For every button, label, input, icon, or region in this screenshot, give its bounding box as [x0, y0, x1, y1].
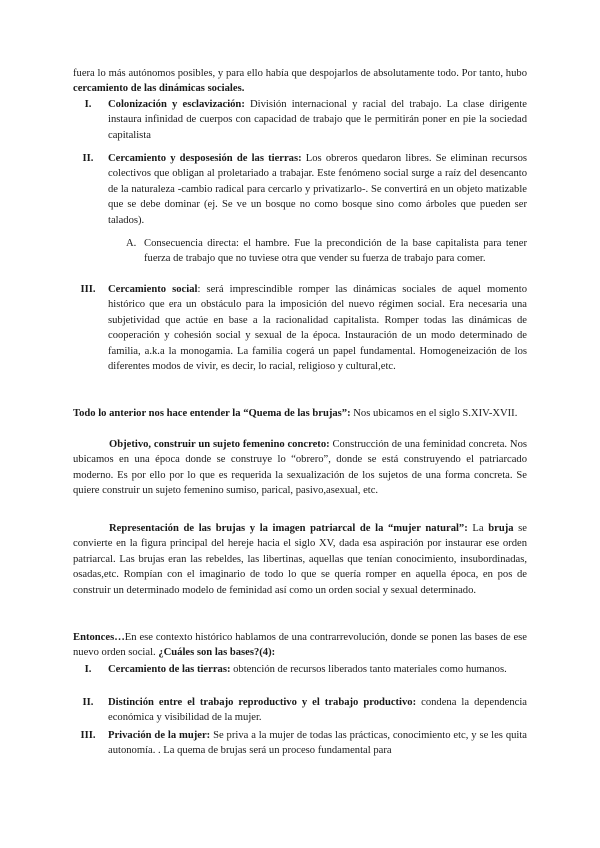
list-item-body: condena la dependencia económica y visibilidad de la mujer.: [108, 697, 528, 724]
representacion-paragraph: [73, 521, 527, 598]
list-item-text: [108, 662, 527, 677]
intro-bold: cercamiento de las dinámicas sociales.: [73, 83, 245, 95]
section-heading-text: Nos ubicamos en el siglo S.XIV-XVII.: [350, 408, 518, 419]
list-number: I.: [84, 664, 92, 675]
list-item-text: [108, 97, 527, 143]
intro-text: fuera lo más autónomos posibles, y para ello había que despojarlos de absolutamente todo. Por tanto, hubo: [73, 68, 527, 79]
list-item-title: Colonización y esclavización:: [108, 99, 245, 110]
list-number: II.: [82, 153, 94, 164]
list-item-title: Cercamiento y desposesión de las tierras:: [108, 153, 302, 164]
representacion-text-b: se convierte en la figura principal del hereje hacia el siglo XV, dada esa aspiración por instaurar ese orden patriarcal. Las brujas eran las rebeldes, las libertinas, aquellas que tenían conocimiento, insubordinadas, osadas,etc. Rompían con el imaginario de todo lo que se quería romper en aquella época, en pos de construir un determinado modelo de feminidad así como un orden social y sexual determinado.: [73, 523, 527, 596]
list-item-body: : será imprescindible romper las dinámicas sociales de aquel momento histórico que era un obstáculo para la imposición del nuevo régimen social. Era necesaria una subjetividad que actúe en base a la racionalidad capitalista. Romper todas las dinámicas de cooperación y cohesión social y sexual de la época. Instauración de un modo determinado de familia, a.k.a la monogamia. La familia cogerá un papel fundamental. Homogeneización de los diferentes modos de vivir, es decir, lo racial, religioso y cultural,etc.: [108, 284, 527, 373]
representacion-bold-bruja: bruja: [488, 523, 514, 534]
intro-paragraph: [73, 66, 527, 97]
list-item-title: Cercamiento social: [108, 284, 198, 295]
list-item-title: Distinción entre el trabajo reproductivo y el trabajo productivo:: [108, 697, 417, 708]
representacion-text-a: La: [467, 523, 489, 534]
entonces-paragraph: [73, 630, 527, 661]
list-item-text: [108, 728, 527, 759]
list-number: II.: [82, 697, 94, 708]
objetivo-bold: Objetivo, construir un sujeto femenino concreto:: [109, 439, 330, 450]
list-number: III.: [80, 284, 96, 295]
representacion-bold: Representación de las brujas y la imagen patriarcal de la “mujer natural”:: [109, 523, 468, 534]
section-heading-bold: Todo lo anterior nos hace entender la “Quema de las brujas”:: [73, 408, 351, 419]
entonces-text: En ese contexto histórico hablamos de una contrarrevolución, donde se ponen las bases de ese nuevo orden social.: [73, 632, 527, 659]
entonces-question: ¿Cuáles son las bases?(4):: [158, 647, 276, 659]
list-item-text: [108, 282, 527, 374]
list-item-body: Los obreros quedaron libres. Se eliminan recursos colectivos que obligan al proletariado a trabajar. Este fenómeno social surge a raíz del desencanto de la naturaleza -cambio radical para cercarlo y privatizarlo-. Se convertirá en un objeto matizable que se debe dominar (ej. Se ve un bosque no como bosque sino como árboles que pueden ser talados).: [108, 153, 527, 226]
list-number: I.: [84, 99, 92, 110]
list-item-body: obtención de recursos liberados tanto materiales como humanos.: [230, 664, 507, 675]
sublist-item-text: Consecuencia directa: el hambre. Fue la precondición de la base capitalista para tener fuerza de trabajo que no tuviese otra que vender su fuerza de trabajo para comer.: [144, 238, 527, 265]
objetivo-text: Construcción de una feminidad concreta. Nos ubicamos en una época donde se construye lo “obrero”, donde se está construyendo el patriarcado moderno. Es por ello por lo que es requerida la sexualización de los sujetos de una forma concreta. Se quiere construir un sujeto femenino sumiso, parical, pasivo,asexual, etc.: [73, 439, 527, 497]
sublist-letter: A.: [126, 238, 137, 249]
entonces-bold: Entonces…: [73, 632, 125, 643]
list-number: III.: [80, 730, 96, 741]
section-heading: [73, 406, 527, 421]
list-item-title: Privación de la mujer:: [108, 730, 211, 741]
list-item-text: [108, 695, 527, 726]
list-item-body: Se priva a la mujer de todas las prácticas, conocimiento etc, y se les quita autonomía. . La quema de brujas será un proceso fundamental para: [108, 730, 527, 757]
objetivo-paragraph: [73, 437, 527, 499]
list-item-title: Cercamiento de las tierras:: [108, 664, 231, 675]
list-item-body: División internacional y racial del trabajo. La clase dirigente instaura infinidad de cuerpos con capacidad de trabajo que le permitirán poner en pie la sociedad capitalista: [108, 99, 527, 141]
list-item-text: [108, 151, 527, 228]
